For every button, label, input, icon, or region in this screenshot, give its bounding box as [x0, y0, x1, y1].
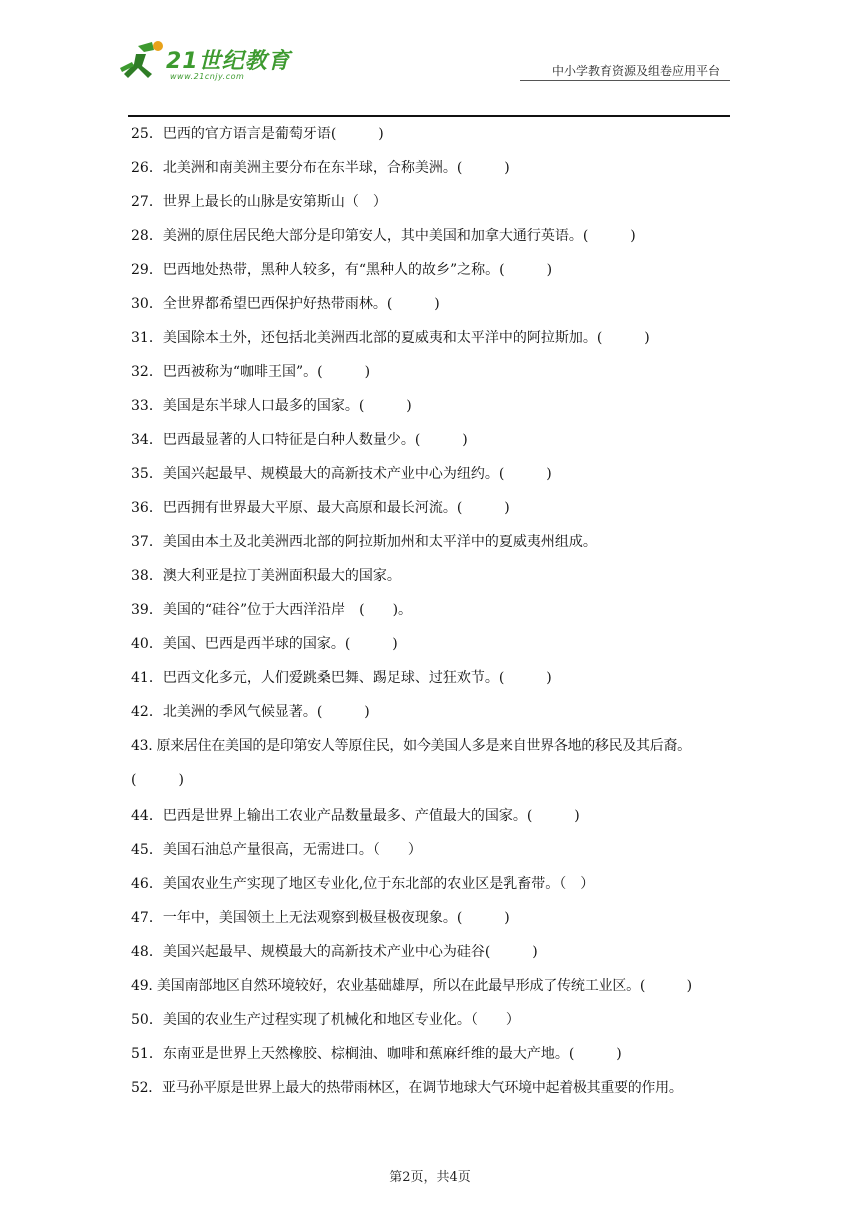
- header-rule-thin: [520, 80, 730, 81]
- brand-url: www.21cnjy.com: [170, 72, 245, 81]
- question-item: 51．东南亚是世界上天然橡胶、棕榈油、咖啡和蕉麻纤维的最大产地。( ): [131, 1046, 622, 1062]
- header-rule: [128, 115, 730, 117]
- logo: [118, 38, 291, 88]
- question-item: 34．巴西最显著的人口特征是白种人数量少。( ): [131, 432, 468, 448]
- question-item: 49. 美国南部地区自然环境较好，农业基础雄厚，所以在此最早形成了传统工业区。( ): [131, 978, 692, 994]
- question-item: 35．美国兴起最早、规模最大的高新技术产业中心为纽约。( ): [131, 466, 552, 482]
- question-item: 32．巴西被称为“咖啡王国”。( ): [131, 364, 371, 380]
- brand-name: 21世纪教育: [166, 49, 291, 74]
- question-item: 26．北美洲和南美洲主要分布在东半球，合称美洲。( ): [131, 160, 510, 176]
- runner-logo-icon: [118, 38, 168, 84]
- question-item: 33．美国是东半球人口最多的国家。( ): [131, 398, 412, 414]
- question-item: 27．世界上最长的山脉是安第斯山（ ）: [131, 194, 387, 210]
- question-item: 41．巴西文化多元，人们爱跳桑巴舞、踢足球、过狂欢节。( ): [131, 670, 552, 686]
- question-item: 46．美国农业生产实现了地区专业化,位于东北部的农业区是乳畜带。（ ）: [131, 876, 595, 892]
- question-item: 52．亚马孙平原是世界上最大的热带雨林区，在调节地球大气环境中起着极其重要的作用。: [131, 1080, 683, 1096]
- question-item: 40．美国、巴西是西半球的国家。( ): [131, 636, 398, 652]
- page-header: [0, 0, 860, 118]
- question-item: 45．美国石油总产量很高，无需进口。（ ）: [131, 842, 422, 858]
- platform-title: 中小学教育资源及组卷应用平台: [551, 64, 720, 78]
- question-item: 47．一年中，美国领土上无法观察到极昼极夜现象。( ): [131, 910, 510, 926]
- question-item: 44．巴西是世界上输出工农业产品数量最多、产值最大的国家。( ): [131, 808, 580, 824]
- question-item: 25．巴西的官方语言是葡萄牙语( ): [131, 126, 384, 142]
- page-footer: 第2页，共4页: [389, 1170, 471, 1185]
- question-item: 31．美国除本土外，还包括北美洲西北部的夏威夷和太平洋中的阿拉斯加。( ): [131, 330, 650, 346]
- question-list: [131, 122, 741, 1110]
- question-item: 36．巴西拥有世界最大平原、最大高原和最长河流。( ): [131, 500, 510, 516]
- question-item: 37．美国由本土及北美洲西北部的阿拉斯加州和太平洋中的夏威夷州组成。: [131, 534, 597, 550]
- question-item: 30．全世界都希望巴西保护好热带雨林。( ): [131, 296, 440, 312]
- question-item: 28．美洲的原住居民绝大部分是印第安人，其中美国和加拿大通行英语。( ): [131, 228, 636, 244]
- question-item: 29．巴西地处热带，黑种人较多，有“黑种人的故乡”之称。( ): [131, 262, 553, 278]
- question-item: 39．美国的“硅谷”位于大西洋沿岸 ( )。: [131, 602, 413, 618]
- question-item: 42．北美洲的季风气候显著。( ): [131, 704, 370, 720]
- question-item-continuation: ( ): [131, 772, 184, 788]
- question-item: 38．澳大利亚是拉丁美洲面积最大的国家。: [131, 568, 401, 584]
- question-item: 43. 原来居住在美国的是印第安人等原住民，如今美国人多是来自世界各地的移民及其后裔。: [131, 738, 691, 754]
- question-item: 48．美国兴起最早、规模最大的高新技术产业中心为硅谷( ): [131, 944, 538, 960]
- question-item: 50．美国的农业生产过程实现了机械化和地区专业化。（ ）: [131, 1012, 520, 1028]
